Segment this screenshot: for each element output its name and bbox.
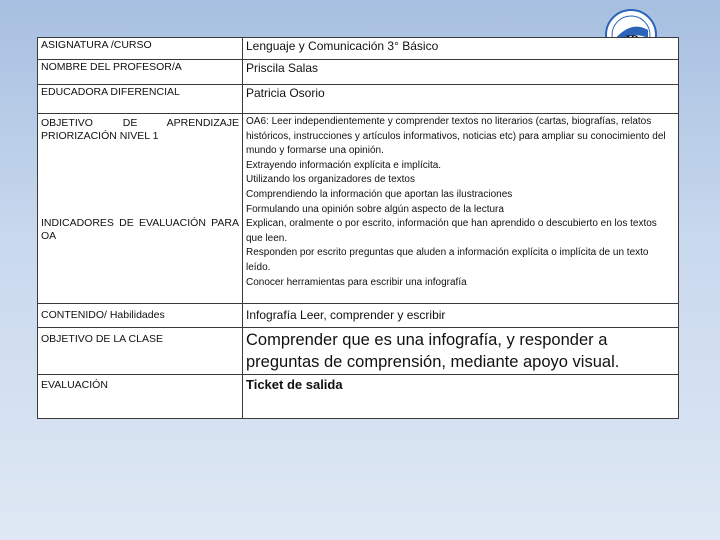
- row-asignatura: [38, 38, 679, 60]
- objetivo-label-line2: PRIORIZACIÓN NIVEL 1: [41, 130, 159, 142]
- indicador-item: Conocer herramientas para escribir una infografía: [246, 276, 467, 288]
- educadora-value: Patricia Osorio: [243, 85, 679, 114]
- indicador-item: Explican, oralmente o por escrito, información que han aprendido o descubierto en los textos que leen.: [246, 218, 657, 244]
- lesson-plan-table: [37, 37, 679, 419]
- indicadores-label-line1: INDICADORES DE EVALUACIÓN PARA: [41, 217, 239, 229]
- objetivo-clase-value: Comprender que es una infografía, y responder a preguntas de comprensión, mediante apoyo visual.: [243, 328, 679, 375]
- evaluacion-value: Ticket de salida: [243, 375, 679, 419]
- objetivo-indicadores-label: [38, 114, 243, 304]
- objetivo-label-line1: OBJETIVO DE APRENDIZAJE: [41, 117, 239, 129]
- objetivo-item: Extrayendo información explícita e implícita.: [246, 159, 442, 171]
- row-educadora: [38, 85, 679, 114]
- asignatura-label: ASIGNATURA /CURSO: [38, 38, 243, 60]
- contenido-value: Infografía Leer, comprender y escribir: [243, 304, 679, 328]
- row-contenido: [38, 304, 679, 328]
- row-evaluacion: [38, 375, 679, 419]
- asignatura-value: Lenguaje y Comunicación 3° Básico: [243, 38, 679, 60]
- row-objetivo-indicadores: [38, 114, 679, 304]
- evaluacion-label: EVALUACIÓN: [38, 375, 243, 419]
- educadora-label: EDUCADORA DIFERENCIAL: [38, 85, 243, 114]
- row-profesor: [38, 60, 679, 85]
- objetivo-indicadores-value: [243, 114, 679, 304]
- indicador-item: Responden por escrito preguntas que aluden a información explícita o implícita de un texto leído.: [246, 247, 649, 273]
- objetivo-item: Comprendiendo la información que aportan las ilustraciones: [246, 188, 513, 200]
- objetivo-value: OA6: Leer independientemente y comprender textos no literarios (cartas, biografías, relatos históricos, instrucciones y artículos informativos, noticias etc) para ampliar su conocimiento del mundo y formarse una opinión.: [246, 116, 666, 157]
- contenido-label: CONTENIDO/ Habilidades: [38, 304, 243, 328]
- objetivo-item: Utilizando los organizadores de textos: [246, 174, 415, 186]
- objetivo-item: Formulando una opinión sobre algún aspecto de la lectura: [246, 203, 504, 215]
- indicadores-label-line2: OA: [41, 230, 57, 242]
- profesor-label: NOMBRE DEL PROFESOR/A: [38, 60, 243, 85]
- objetivo-clase-label: OBJETIVO DE LA CLASE: [38, 328, 243, 375]
- profesor-value: Priscila Salas: [243, 60, 679, 85]
- row-objetivo-clase: [38, 328, 679, 375]
